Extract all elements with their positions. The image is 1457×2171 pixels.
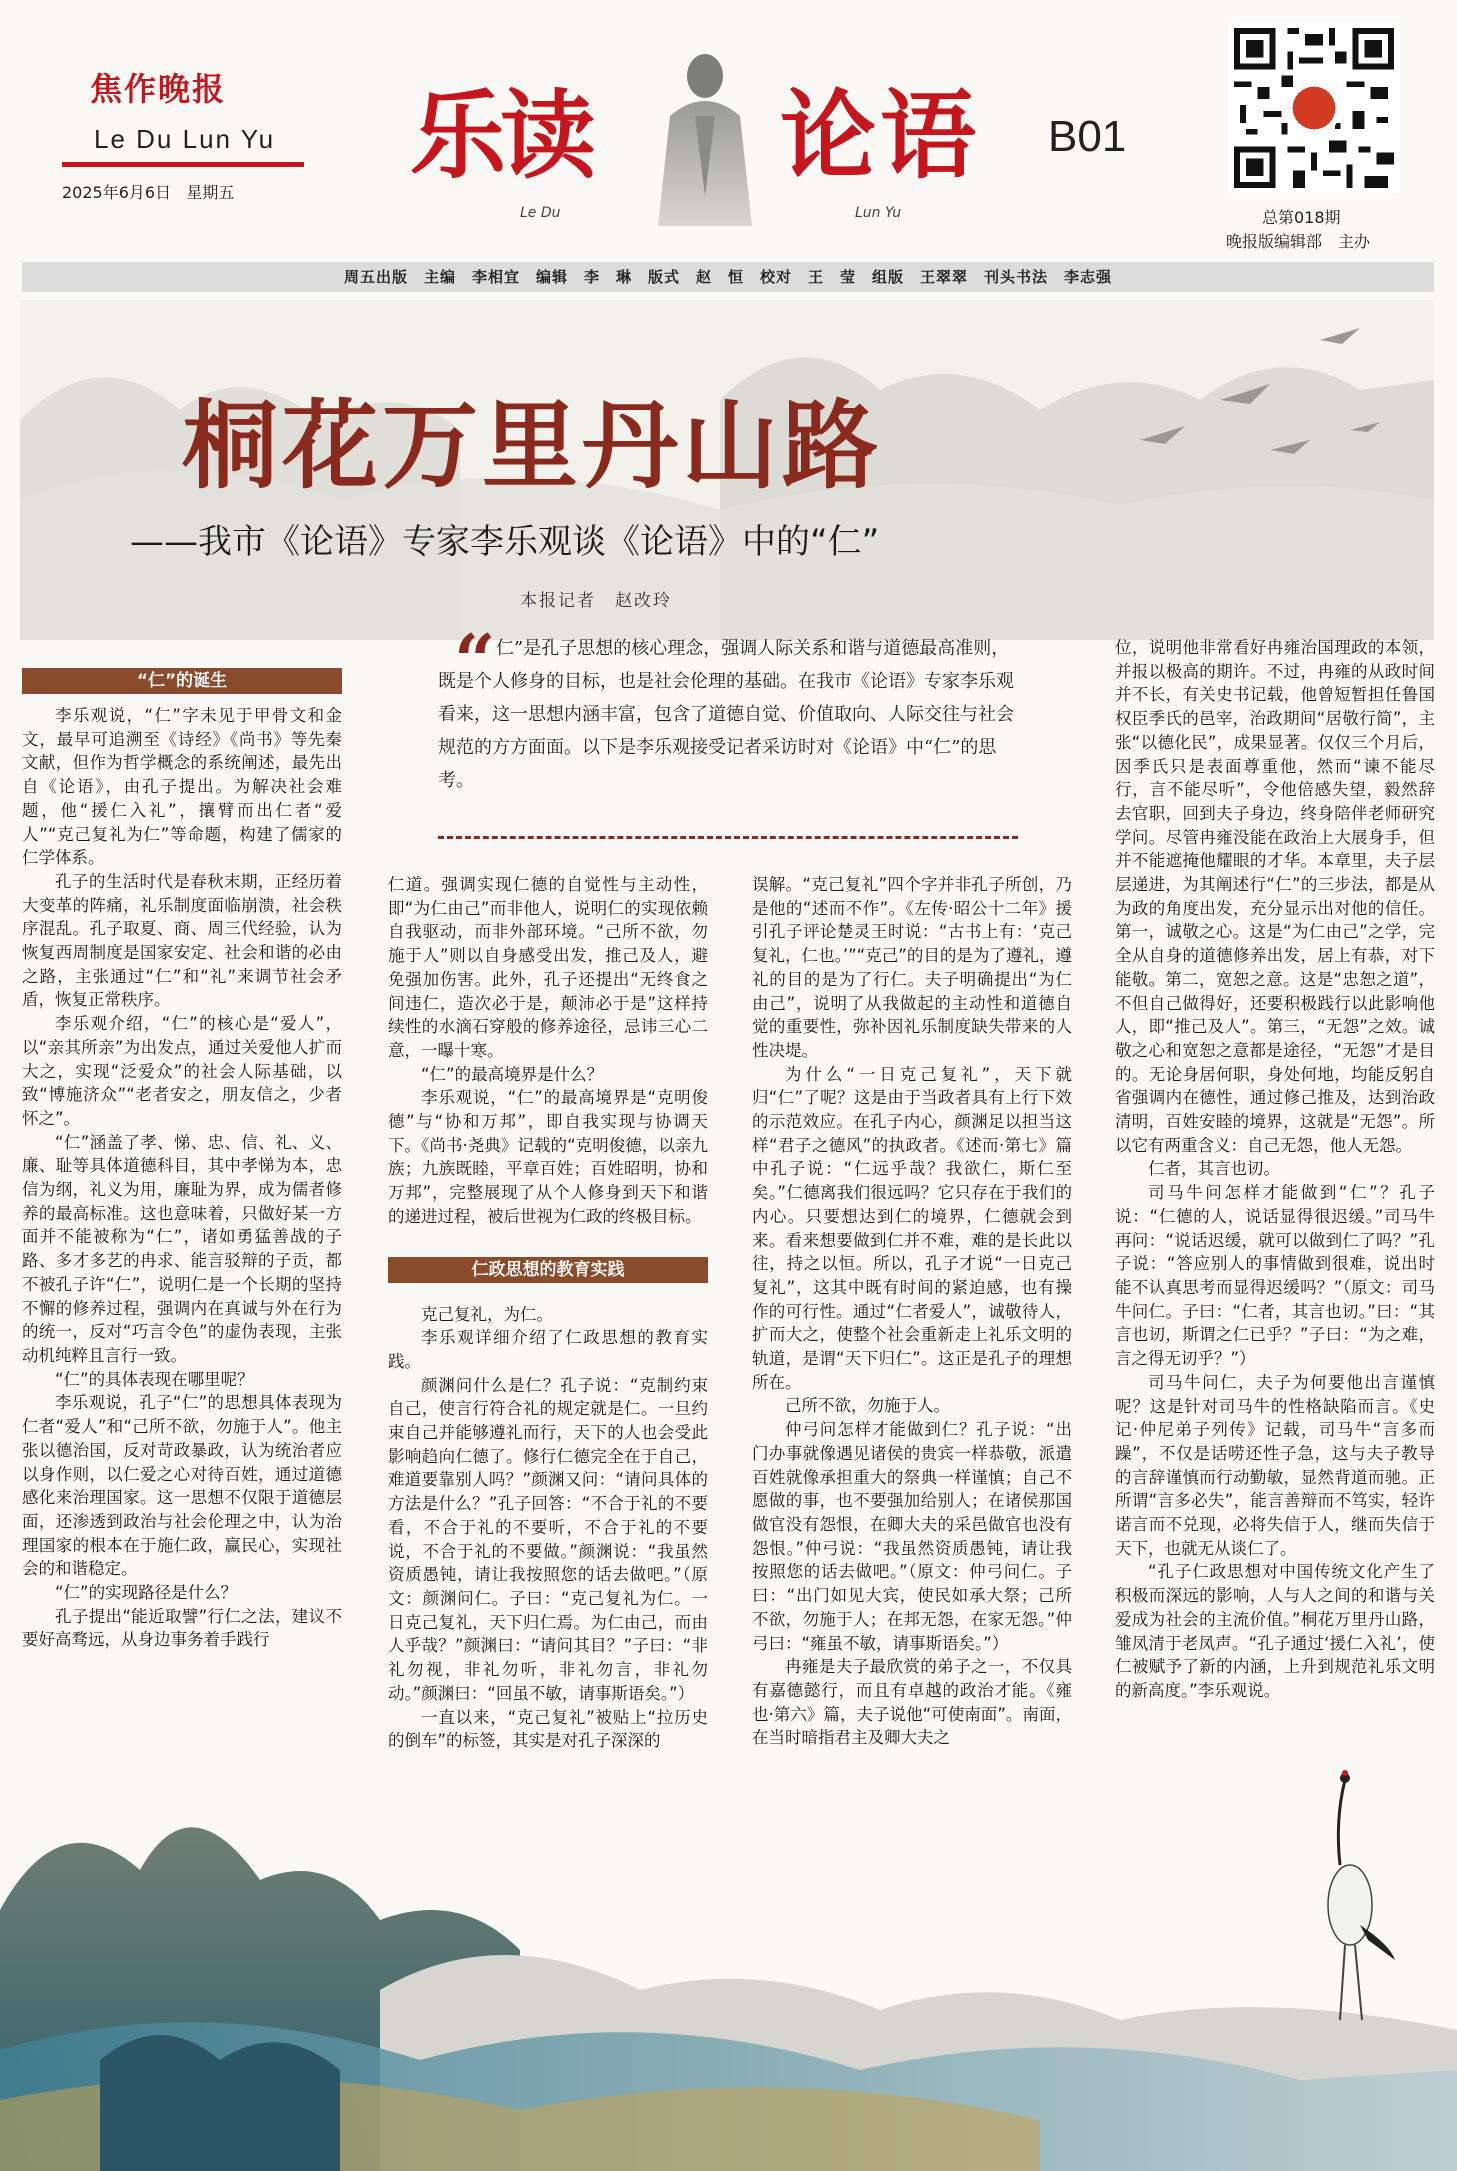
staff-credits-bar: 周五出版 主编 李相宜 编辑 李 琳 版式 赵 恒 校对 王 莹 组版 王翠翠 刊头书法 李志强 xyxy=(22,262,1434,292)
paragraph: 为什么“一日克己复礼”，天下就归“仁”了呢？这是由于当政者具有上行下效的示范效应。在孔子内心，颜渊足以担当这样“君子之德风”的执政者。《述而·第七》篇中孔子说：“仁远乎哉？我欲仁，斯仁至矣。”仁德离我们很远吗？它只存在于我们的内心。只要想达到仁的境界，仁德就会到来。看来想要做到仁并不难，难的是长此以往，持之以恒。所以，孔子才说“一日克己复礼”，这其中既有时间的紧迫感，也有操作的可行性。通过“仁者爱人”，诚敬待人，扩而大之，使整个社会重新走上礼乐文明的轨道，是谓“天下归仁”。这正是孔子的理想所在。 xyxy=(752,1064,1072,1392)
paragraph: 颜渊问什么是仁？孔子说：“克制约束自己，使言行符合礼的规定就是仁。一旦约束自己并能够遵礼而行，天下的人也会受此影响趋向仁德了。修行仁德完全在于自己，难道要靠别人吗？”颜渊又问：“请问具体的方法是什么？”孔子回答：“不合于礼的不要看，不合于礼的不要听，不合于礼的不要说，不合于礼的不要做。”颜渊说：“我虽然资质愚钝，请让我按照您的话去做吧。”（原文：颜渊问仁。子曰：“克己复礼为仁。一日克己复礼，天下归仁焉。为仁由己，而由人乎哉？”颜渊曰：“请问其目？”子曰：“非礼勿视，非礼勿听，非礼勿言，非礼勿动。”颜渊曰：“回虽不敏，请事斯语矣。”） xyxy=(388,1375,708,1703)
paragraph: 一直以来，“克己复礼”被贴上“拉历史的倒车”的标签，其实是对孔子深深的 xyxy=(388,1707,708,1751)
paragraph: 仲弓问怎样才能做到仁？孔子说：“出门办事就像遇见诸侯的贵宾一样恭敬，派遣百姓就像承担重大的祭典一样谨慎；自己不愿做的事，也不要强加给别人；在诸侯那国做官没有怨恨，在卿大夫的采邑做官也没有怨恨。”仲弓说：“我虽然资质愚钝，请让我按照您的话去做吧。”（原文：仲弓问仁。子曰：“出门如见大宾，使民如承大祭；己所不欲，勿施于人；在邦无怨，在家无怨。”仲弓曰：“雍虽不敏，请事斯语矣。”） xyxy=(752,1420,1072,1653)
paragraph: 李乐观详细介绍了仁政思想的教育实践。 xyxy=(388,1328,708,1371)
paragraph: “仁”的具体表现在哪里呢？ xyxy=(55,1369,254,1389)
paragraph: 孔子的生活时代是春秋末期，正经历着大变革的阵痛，礼乐制度面临崩溃，社会秩序混乱。孔子取夏、商、周三代经验，认为恢复西周制度是国家安定、社会和谐的必由之路，主张通过“仁”和“礼”来调节社会矛盾，恢复正常秩序。 xyxy=(22,871,342,1010)
paragraph: “孔子仁政思想对中国传统文化产生了积极而深远的影响，人与人之间的和谐与关爱成为社会的主流价值。”桐花万里丹山路，雏凤清于老凤声。“孔子通过‘援仁入礼’，使仁被赋予了新的内涵，上升到规范礼乐文明的新高度。”李乐观说。 xyxy=(1115,1562,1435,1700)
logo-pinyin-left: Le Du xyxy=(520,205,561,221)
paragraph: 司马牛问怎样才能做到“仁”？孔子说：“仁德的人，说话显得很迟缓。”司马牛再问：“说话迟缓，就可以做到仁了吗？”孔子说：“答应别人的事情做到很难，说出时能不认真思考而显得迟缓吗？”（原文：司马牛问仁。子曰：“仁者，其言也讱。”曰：“其言也讱，斯谓之仁已乎？”子曰：“为之难，言之得无讱乎？”） xyxy=(1115,1183,1435,1369)
calligraphy-logo-char: 读 xyxy=(500,79,596,192)
article-headline: 桐花万里丹山路 xyxy=(182,389,882,502)
paragraph: “仁”的最高境界是什么？ xyxy=(421,1064,604,1084)
paragraph: 位，说明他非常看好冉雍治国理政的本领，并报以极高的期许。不过，冉雍的从政时间并不长，有关史书记载，他曾短暂担任鲁国权臣季氏的邑宰，治政期间“居敬行简”，主张“以德化民”，成果显著。仅仅三个月后，因季氏只是表面尊重他，然而“谏不能尽行，言不能尽听”，令他倍感失望，毅然辞去官职，回到夫子身边，终身陪伴老师研究学问。尽管冉雍没能在政治上大展身手，但并不能遮掩他耀眼的才华。本章里，夫子层层递进，为其阐述行“仁”的三步法，都是从为政的角度出发，充分显示出对他的信任。第一，诚敬之心。这是“为仁由己”之学，完全从自身的道德修养出发，居上有恭，对下能敬。第二，宽恕之意。这是“忠恕之道”，不但自己做得好，还要积极践行以此影响他人，即“推己及人”。第三，“无怨”之效。诚敬之心和宽恕之意都是途径，“无怨”才是目的。无论身居何职，身处何地，均能反躬自省强调内在德性，通过修己推及，达到治政清明，百姓安睦的境界，这就是“无怨”。所以它有两重含义：自己无怨，他人无怨。 xyxy=(1115,638,1435,1155)
column-3 xyxy=(752,873,1072,1750)
calligraphy-logo-char: 语 xyxy=(880,79,976,192)
lede-divider xyxy=(438,836,1018,839)
blue-green-landscape-art xyxy=(0,1760,1457,2171)
paragraph: “仁”涵盖了孝、悌、忠、信、礼、义、廉、耻等具体道德科目，其中孝悌为本，忠信为纲，礼义为用，廉耻为界，成为儒者修养的最高标准。这也意味着，只做好某一方面并不能被称为“仁”，诸如勇猛善战的子路、多才多艺的冉求、能言驳辩的子贡，都不被孔子许“仁”，说明仁是一个长期的坚持不懈的修养过程，强调内在真诚与外在行为的统一，反对“巧言令色”的虚伪表现，主张动机纯粹且言行一致。 xyxy=(22,1132,342,1365)
paragraph: 冉雍是夫子最欣赏的弟子之一，不仅具有嘉德懿行，而且有卓越的政治才能。《雍也·第六》篇，夫子说他“可使南面”。南面，在当时暗指君主及卿大夫之 xyxy=(752,1657,1072,1748)
column-4 xyxy=(1115,636,1435,1703)
date-text: 2025年6月6日 xyxy=(62,183,172,202)
article-subheadline: ——我市《论语》专家李乐观谈《论语》中的“仁” xyxy=(130,522,880,562)
paragraph: 误解。“克己复礼”四个字并非孔子所创，乃是他的“述而不作”。《左传·昭公十二年》援引孔子评论楚灵王时说：“古书上有：‘克己复礼，仁也。’”“克己”的目的是为了遵礼，遵礼的目的是为了行仁。夫子明确提出“为仁由己”，说明了从我做起的主动性和道德自觉的重要性，弥补因礼乐制度缺失带来的人性决堤。 xyxy=(752,875,1072,1060)
column-1 xyxy=(22,668,342,1652)
paragraph: 孔子提出“能近取譬”行仁之法，建议不要好高骛远，从身边事务着手践行 xyxy=(22,1606,342,1650)
logo-pinyin-right: Lun Yu xyxy=(855,205,902,221)
paragraph: “仁”的实现路径是什么？ xyxy=(55,1583,238,1603)
column-2 xyxy=(388,873,708,1753)
paragraph: 李乐观说，孔子“仁”的思想具体表现为仁者“爱人”和“己所不欲，勿施于人”。他主张以德治国，反对苛政暴政，认为统治者应以身作则，以仁爱之心对待百姓，通过道德感化来治理国家。这一思想不仅限于道德层面，还渗透到政治与社会伦理之中，认为治理国家的根本在于施仁政，赢民心，实现社会的和谐稳定。 xyxy=(22,1393,342,1579)
qr-code-image xyxy=(1228,22,1400,194)
article-lede xyxy=(438,632,1018,797)
confucius-statue-image xyxy=(640,46,770,226)
page-number: B01 xyxy=(1048,112,1127,161)
paragraph: 克己复礼，为仁。 xyxy=(421,1304,553,1324)
calligraphy-logo-char: 乐 xyxy=(410,79,506,192)
newspaper-brand: 焦作晚报 xyxy=(90,70,227,108)
weekday-text: 星期五 xyxy=(186,183,235,202)
section-heading: 仁政思想的教育实践 xyxy=(388,1257,708,1283)
paragraph: 李乐观说，“仁”字未见于甲骨文和金文，最早可追溯至《诗经》《尚书》等先秦文献，但作为哲学概念的系统阐述，最先出自《论语》，由孔子提出。为解决社会难题，他“援仁入礼”，攘臂而出仁者“爱人”“克己复礼为仁”等命题，构建了儒家的仁学体系。 xyxy=(22,706,342,868)
paragraph: 仁者，其言也讱。 xyxy=(1148,1159,1280,1179)
section-heading: “仁”的诞生 xyxy=(22,668,342,694)
quote-mark-icon: “ xyxy=(454,618,496,703)
paragraph: 己所不欲，勿施于人。 xyxy=(785,1396,950,1416)
paragraph: 李乐观说，“仁”的最高境界是“克明俊德”与“协和万邦”，即自我实现与协调天下。《尚书·尧典》记载的“克明俊德，以亲九族；九族既睦，平章百姓；百姓昭明，协和万邦”，完整展现了从个人修身到天下和谐的递进过程，被后世视为仁政的终极目标。 xyxy=(388,1088,708,1226)
paragraph: 仁道。强调实现仁德的自觉性与主动性，即“为仁由己”而非他人，说明仁的实现依赖自我驱动，而非外部环境。“己所不欲，勿施于人”则以自身感受出发，推己及人，避免强加伤害。此外，孔子还提出“无终食之间违仁，造次必于是，颠沛必于是”这样持续性的水滴石穿般的修养途径，忌讳三心二意，一曝十寒。 xyxy=(388,875,708,1060)
column-latin-title: Le Du Lun Yu xyxy=(94,124,276,154)
lede-text: 仁”是孔子思想的核心理念，强调人际关系和谐与道德最高准则，既是个人修身的目标，也是社会伦理的基础。在我市《论语》专家李乐观看来，这一思想内涵丰富，包含了道德自觉、价值取向、人际交往与社会规范的方方面面。以下是李乐观接受记者采访时对《论语》中“仁”的思考。 xyxy=(438,638,1014,791)
paragraph: 李乐观介绍，“仁”的核心是“爱人”，以“亲其所亲”为出发点，通过关爱他人扩而大之，实现“泛爱众”的社会人际基础，以致“博施济众”“老者安之，朋友信之，少者怀之”。 xyxy=(22,1014,342,1128)
paragraph: 司马牛问仁，夫子为何要他出言谨慎呢？这是针对司马牛的性格缺陷而言。《史记·仲尼弟子列传》记载，司马牛“言多而躁”，不仅是话唠还性子急，这与夫子教导的言辞谨慎而行动勤敏，显然背道而驰。正所谓“言多必失”，能言善辩而不笃实，轻许诺言而不兑现，必将失信于人，继而失信于天下，也就无从谈仁了。 xyxy=(1115,1372,1435,1558)
masthead-red-rule xyxy=(62,162,304,167)
issue-date xyxy=(62,180,234,203)
article-byline: 本报记者 赵改玲 xyxy=(520,591,672,611)
issue-serial: 总第018期 xyxy=(1262,208,1341,227)
publisher-line: 晚报版编辑部 主办 xyxy=(1226,232,1371,251)
calligraphy-logo-char: 论 xyxy=(780,79,876,192)
